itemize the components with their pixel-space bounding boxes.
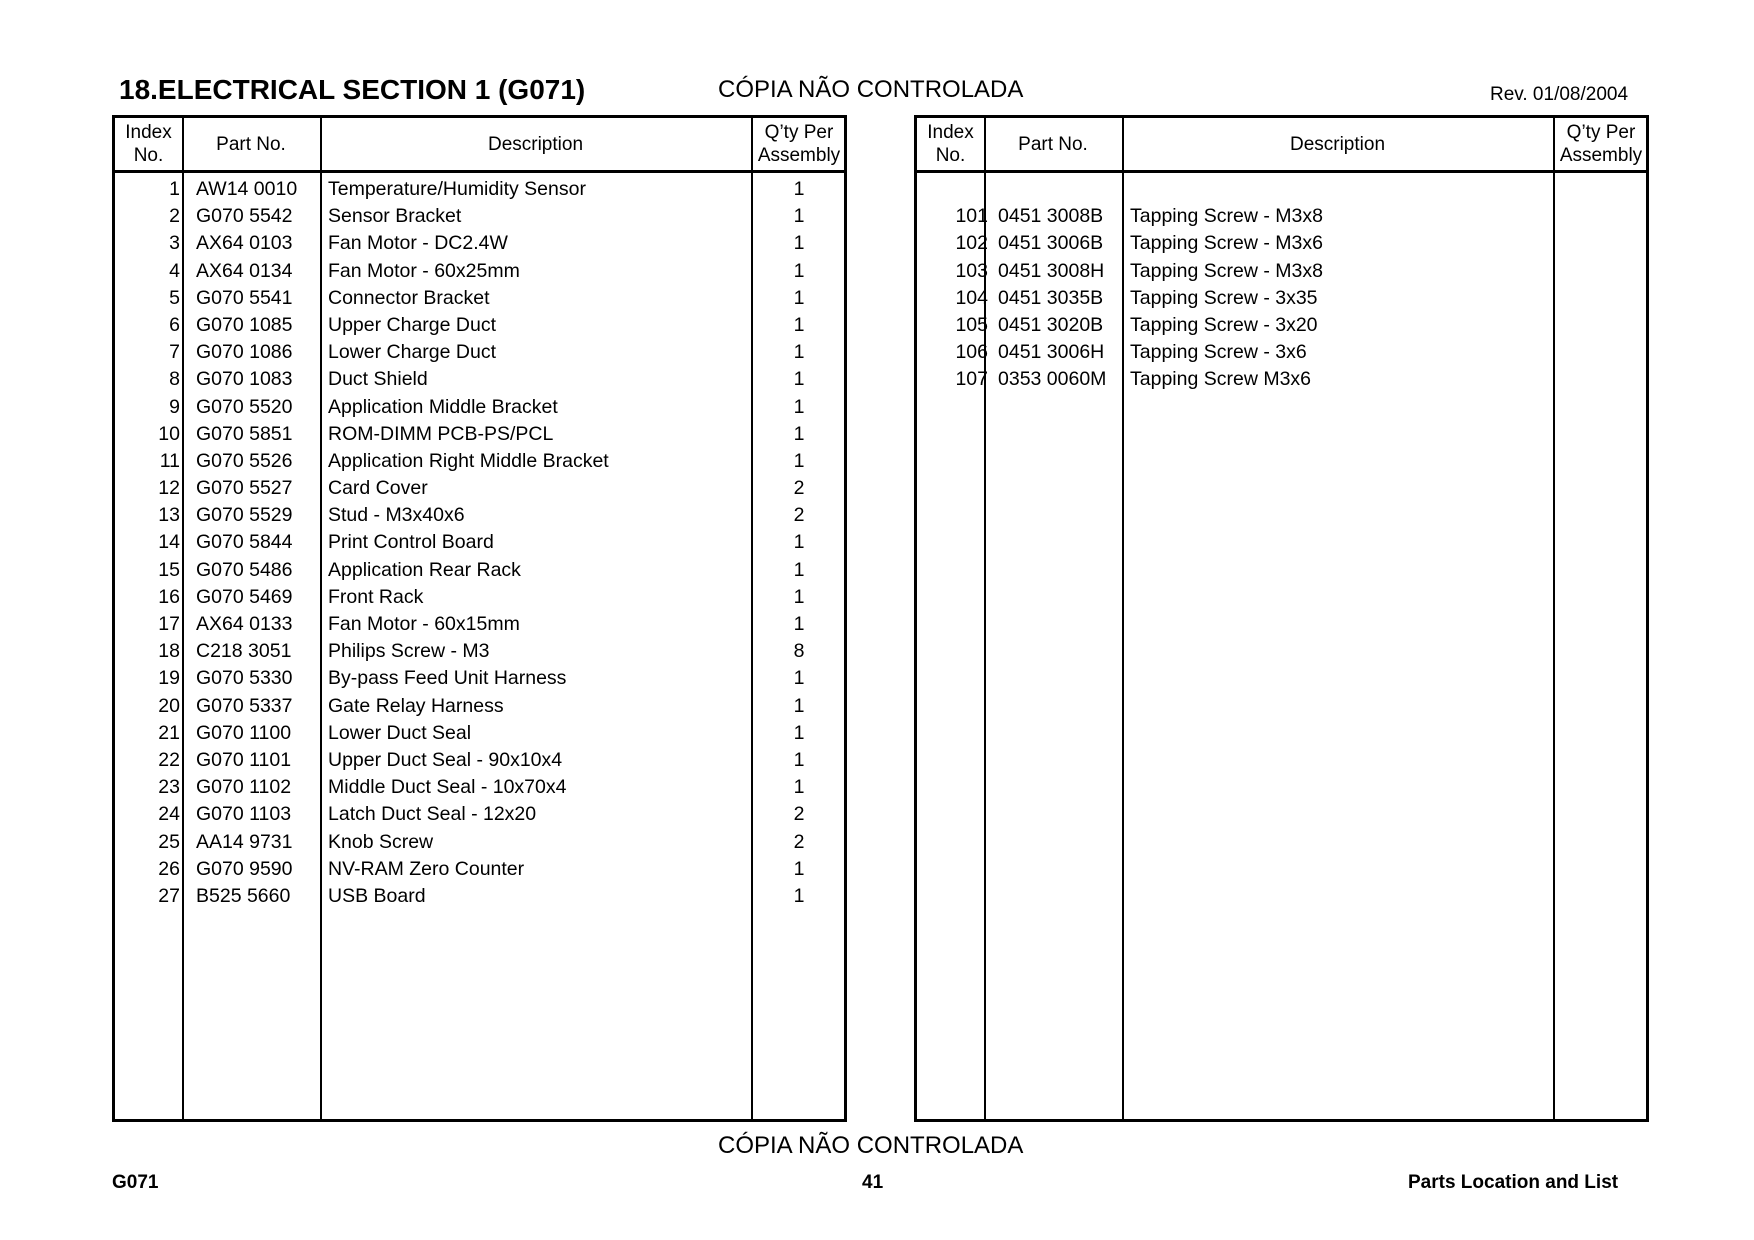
quantity-cell: 1 [793,259,805,282]
description-cell: Sensor Bracket [328,205,462,228]
footer-model: G071 [112,1172,159,1193]
description-cell: Tapping Screw - 3x6 [1130,341,1307,364]
table-row [115,203,844,230]
description-cell: Duct Shield [328,368,428,391]
description-cell: Tapping Screw M3x6 [1130,368,1312,391]
index-cell: 103 [955,259,988,282]
index-cell: 11 [159,449,180,472]
quantity-cell: 1 [793,884,805,907]
quantity-cell: 1 [793,341,805,364]
watermark-top: CÓPIA NÃO CONTROLADA [718,76,1024,103]
part-number-cell: G070 5844 [196,531,293,554]
part-number-cell: G070 5851 [196,422,293,445]
quantity-cell: 2 [793,504,805,527]
index-cell: 8 [169,368,180,391]
index-cell: 1 [169,178,180,200]
table-row [115,829,844,856]
part-number-cell: G070 5542 [196,205,293,228]
watermark-bottom: CÓPIA NÃO CONTROLADA [718,1132,1024,1159]
part-number-cell: G070 5529 [196,504,293,527]
index-cell: 2 [169,205,180,228]
part-number-cell: G070 5527 [196,477,293,500]
quantity-cell: 1 [793,776,805,799]
index-cell: 20 [158,694,180,717]
description-cell: Print Control Board [328,531,494,554]
table-row [917,258,1646,285]
part-number-cell: AX64 0134 [196,259,293,282]
header-divider [115,170,844,173]
part-number-cell: G070 5486 [196,558,293,581]
description-cell: ROM-DIMM PCB-PS/PCL [328,422,554,445]
index-cell: 101 [955,205,988,228]
table-row [115,176,844,203]
index-cell: 14 [158,531,180,554]
index-cell: 7 [169,341,180,364]
part-number-cell: G070 1086 [196,341,293,364]
table-row [115,801,844,828]
quantity-cell: 1 [793,395,805,418]
description-cell: Tapping Screw - M3x8 [1130,259,1323,282]
table-row [115,366,844,393]
quantity-cell: 1 [793,613,805,635]
footer-page-number: 41 [862,1172,884,1193]
description-cell: NV-RAM Zero Counter [328,857,525,880]
index-cell: 13 [158,504,180,527]
index-cell: 107 [955,368,988,391]
table-row [115,312,844,339]
table-row [917,176,1646,203]
index-cell: 27 [158,884,180,907]
table-row [115,285,844,312]
header-description: Description [1289,133,1386,155]
quantity-cell: 1 [793,205,805,228]
header-part-no: Part No. [1018,133,1088,155]
footer-section-title: Parts Location and List [1408,1172,1619,1193]
index-cell: 5 [169,286,180,309]
description-cell: Tapping Screw - M3x8 [1130,205,1323,228]
part-number-cell: AA14 9731 [196,830,293,853]
quantity-cell: 1 [793,667,805,690]
page-title: 18.ELECTRICAL SECTION 1 (G071) [119,74,586,105]
part-number-cell: 0353 0060M [998,368,1107,391]
index-cell: 17 [158,613,180,635]
index-cell: 19 [158,667,180,690]
part-number-cell: G070 1083 [196,368,293,391]
part-number-cell: 0451 3006H [998,341,1105,364]
part-number-cell: G070 5330 [196,667,293,690]
part-number-cell: AX64 0133 [196,613,293,635]
part-number-cell: G070 5526 [196,449,293,472]
table-row [917,285,1646,312]
description-cell: USB Board [328,884,426,907]
header-part-no: Part No. [216,133,286,155]
part-number-cell: 0451 3008H [998,259,1105,282]
quantity-cell: 1 [793,748,805,771]
description-cell: Knob Screw [328,830,434,853]
description-cell: Application Right Middle Bracket [328,449,609,472]
part-number-cell: AX64 0103 [196,232,293,255]
table-row [115,665,844,692]
part-number-cell: 0451 3006B [998,232,1104,255]
table-row [115,720,844,747]
header-index: Index No. [125,122,172,166]
quantity-cell: 1 [793,232,805,255]
table-row [917,339,1646,366]
table-row [917,203,1646,230]
description-cell: Temperature/Humidity Sensor [328,178,586,200]
description-cell: Middle Duct Seal - 10x70x4 [328,776,567,799]
description-cell: Lower Duct Seal [328,721,472,744]
table-row [115,258,844,285]
table-row [115,502,844,529]
index-cell: 3 [169,232,180,255]
table-row [115,475,844,502]
index-cell: 102 [955,232,988,255]
quantity-cell: 1 [793,585,805,608]
index-cell: 12 [158,477,180,500]
header-qty: Q’ty Per Assembly [1559,122,1643,166]
description-cell: Fan Motor - DC2.4W [328,232,508,255]
description-cell: Connector Bracket [328,286,490,309]
header-divider [917,170,1646,173]
quantity-cell: 1 [793,857,805,880]
table-row [115,421,844,448]
part-number-cell: G070 1101 [196,748,292,771]
header-qty: Q’ty Per Assembly [757,122,841,166]
part-number-cell: C218 3051 [196,640,292,663]
quantity-cell: 1 [793,531,805,554]
quantity-cell: 1 [793,694,805,717]
index-cell: 9 [169,395,180,418]
part-number-cell: 0451 3008B [998,205,1104,228]
part-number-cell: G070 5469 [196,585,293,608]
description-cell: Tapping Screw - 3x35 [1130,286,1318,309]
table-row [115,394,844,421]
quantity-cell: 2 [793,830,805,853]
table-row [115,557,844,584]
quantity-cell: 1 [793,368,805,391]
table-row [115,638,844,665]
table-row [115,611,844,638]
index-cell: 15 [158,558,180,581]
table-row [115,584,844,611]
part-number-cell: G070 1100 [196,721,292,744]
index-cell: 10 [158,422,180,445]
description-cell: Stud - M3x40x6 [328,504,465,527]
part-number-cell: G070 5541 [196,286,293,309]
part-number-cell: B525 5660 [196,884,291,907]
part-number-cell: G070 1103 [196,803,292,826]
table-body-right [917,176,1646,394]
index-cell: 4 [169,259,180,282]
part-number-cell: G070 5337 [196,694,293,717]
description-cell: Tapping Screw - 3x20 [1130,313,1318,336]
part-number-cell: G070 5520 [196,395,293,418]
description-cell: Fan Motor - 60x25mm [328,259,520,282]
index-cell: 16 [158,585,180,608]
index-cell: 22 [158,748,180,771]
quantity-cell: 1 [793,558,805,581]
description-cell: Gate Relay Harness [328,694,504,717]
description-cell: Philips Screw - M3 [328,640,490,663]
index-cell: 106 [955,341,988,364]
description-cell: By-pass Feed Unit Harness [328,667,567,690]
index-cell: 104 [955,286,988,309]
description-cell: Latch Duct Seal - 12x20 [328,803,537,826]
table-body-left [115,176,844,910]
header-index: Index No. [927,122,974,166]
part-number-cell: 0451 3035B [998,286,1104,309]
index-cell: 24 [158,803,180,826]
index-cell: 23 [158,776,180,799]
table-row [917,366,1646,393]
table-row [917,230,1646,257]
table-row [115,883,844,910]
description-cell: Front Rack [328,585,424,608]
part-number-cell: G070 1085 [196,313,293,336]
part-number-cell: G070 1102 [196,776,292,799]
index-cell: 21 [158,721,180,744]
description-cell: Application Middle Bracket [328,395,558,418]
description-cell: Application Rear Rack [328,558,521,581]
index-cell: 6 [169,313,180,336]
parts-table-right [914,115,1649,1122]
quantity-cell: 1 [793,449,805,472]
table-row [115,339,844,366]
quantity-cell: 1 [793,178,805,200]
index-cell: 105 [955,313,988,336]
part-number-cell: 0451 3020B [998,313,1104,336]
quantity-cell: 8 [793,640,805,663]
table-row [115,693,844,720]
parts-table-left [112,115,847,1122]
header-description: Description [487,133,584,155]
quantity-cell: 1 [793,313,805,336]
index-cell: 25 [158,830,180,853]
table-row [115,856,844,883]
table-row [115,747,844,774]
table-row [115,448,844,475]
index-cell: 18 [158,640,180,663]
index-cell: 26 [158,857,180,880]
quantity-cell: 1 [793,422,805,445]
description-cell: Card Cover [328,477,428,500]
description-cell: Upper Charge Duct [328,313,496,336]
revision-date: Rev. 01/08/2004 [1490,84,1629,105]
quantity-cell: 2 [793,477,805,500]
table-row [115,774,844,801]
quantity-cell: 1 [793,286,805,309]
table-row [115,529,844,556]
table-row [917,312,1646,339]
table-row [115,230,844,257]
quantity-cell: 2 [793,803,805,826]
part-number-cell: AW14 0010 [196,178,298,200]
description-cell: Lower Charge Duct [328,341,496,364]
quantity-cell: 1 [793,721,805,744]
part-number-cell: G070 9590 [196,857,293,880]
description-cell: Upper Duct Seal - 90x10x4 [328,748,563,771]
description-cell: Tapping Screw - M3x6 [1130,232,1323,255]
description-cell: Fan Motor - 60x15mm [328,613,520,635]
